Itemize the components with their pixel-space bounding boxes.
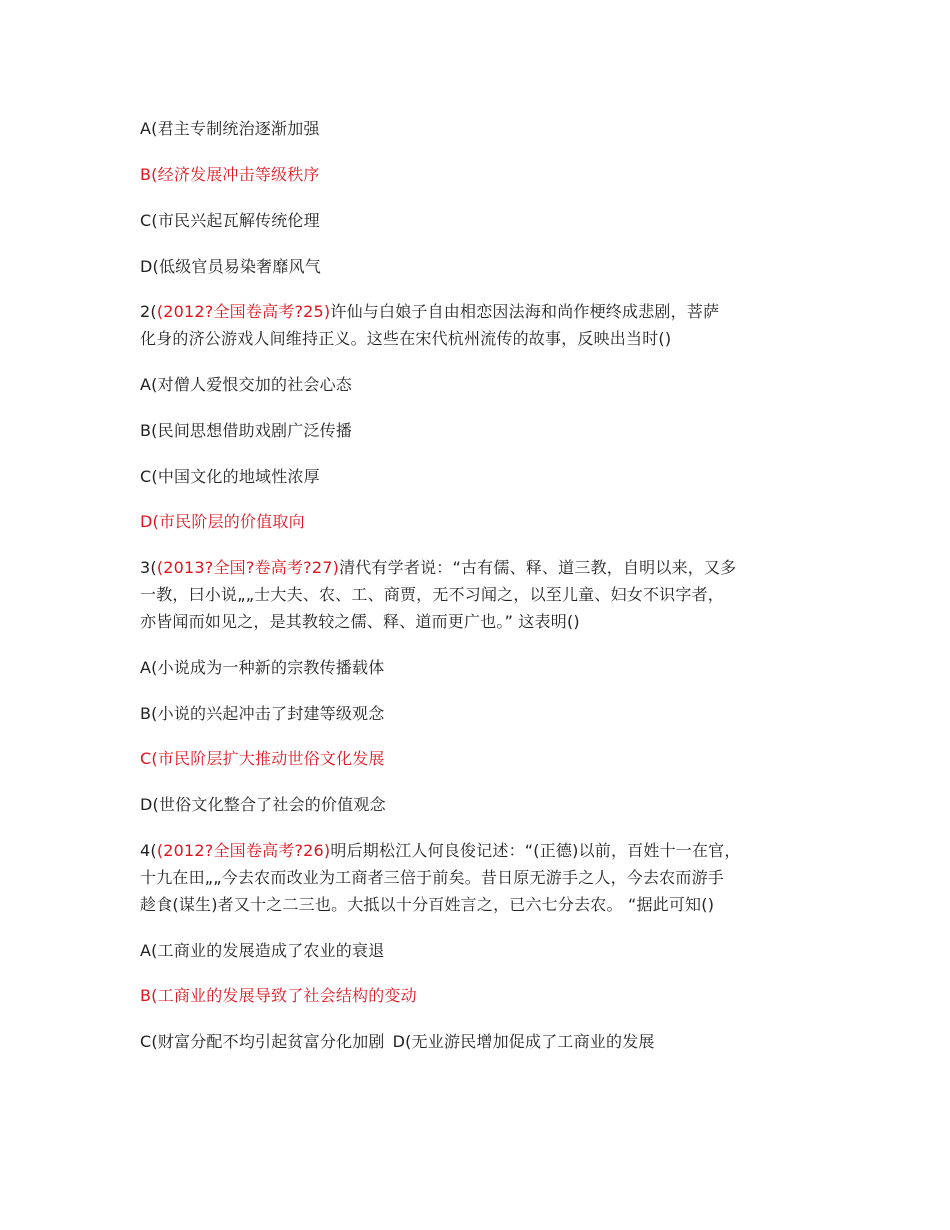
q4-option-d: D(无业游民增加促成了工商业的发展 xyxy=(392,1032,655,1051)
q4-option-c: C(财富分配不均引起贫富分化加剧 xyxy=(140,1032,385,1051)
q2-option-b: B(民间思想借助戏剧广泛传播 xyxy=(140,421,353,440)
q3-stem-line-1: 清代有学者说：“古有儒、释、道三教，自明以来，又多 xyxy=(339,558,737,577)
q4-options-c-d xyxy=(140,1028,820,1055)
q1-option-b-answer: B(经济发展冲击等级秩序 xyxy=(140,165,320,184)
q1-option-d: D(低级官员易染奢靡风气 xyxy=(140,257,321,276)
q2-option-a: A(对僧人爱恨交加的社会心态 xyxy=(140,375,352,394)
q2-stem-line-1: 许仙与白娘子自由相恋因法海和尚作梗终成悲剧，菩萨 xyxy=(330,302,720,321)
q2-stem-line-2: 化身的济公游戏人间维持正义。这些在宋代杭州流传的故事，反映出当时() xyxy=(140,329,672,348)
q3-stem xyxy=(140,554,820,635)
q4-stem-line-1: 明后期松江人何良俊记述：“(正德)以前，百姓十一在官， xyxy=(330,841,741,860)
q2-option-c: C(中国文化的地域性浓厚 xyxy=(140,467,320,486)
q4-number: 4( xyxy=(140,841,157,860)
q1-option-a: A(君主专制统治逐渐加强 xyxy=(140,119,320,138)
q3-stem-line-2: 一教，曰小说„„士大夫、农、工、商贾，无不习闻之，以至儿童、妇女不识字者， xyxy=(140,585,724,604)
q4-stem xyxy=(140,837,820,918)
q3-stem-line-3: 亦皆闻而如见之，是其教较之儒、释、道而更广也。” 这表明() xyxy=(140,612,580,631)
q3-option-a: A(小说成为一种新的宗教传播载体 xyxy=(140,658,385,677)
q3-source: (2013?全国?卷高考?27) xyxy=(156,558,340,577)
q4-option-b-answer: B(工商业的发展导致了社会结构的变动 xyxy=(140,986,417,1005)
q4-stem-line-2: 十九在田„„今去农而改业为工商者三倍于前矣。昔日原无游手之人，今去农而游手 xyxy=(140,868,724,887)
q3-option-d: D(世俗文化整合了社会的价值观念 xyxy=(140,795,386,814)
q2-number: 2( xyxy=(140,302,157,321)
q4-source: (2012?全国卷高考?26) xyxy=(156,841,331,860)
q3-number: 3( xyxy=(140,558,157,577)
q2-source: (2012?全国卷高考?25) xyxy=(156,302,331,321)
q4-option-a: A(工商业的发展造成了农业的衰退 xyxy=(140,941,385,960)
q2-option-d-answer: D(市民阶层的价值取向 xyxy=(140,512,305,531)
q1-option-c: C(市民兴起瓦解传统伦理 xyxy=(140,211,320,230)
q2-stem xyxy=(140,298,820,352)
q3-option-c-answer: C(市民阶层扩大推动世俗文化发展 xyxy=(140,749,385,768)
q3-option-b: B(小说的兴起冲击了封建等级观念 xyxy=(140,704,385,723)
q4-stem-line-3: 趁食(谋生)者又十之二三也。大抵以十分百姓言之，已六七分去农。 “据此可知() xyxy=(140,895,715,914)
